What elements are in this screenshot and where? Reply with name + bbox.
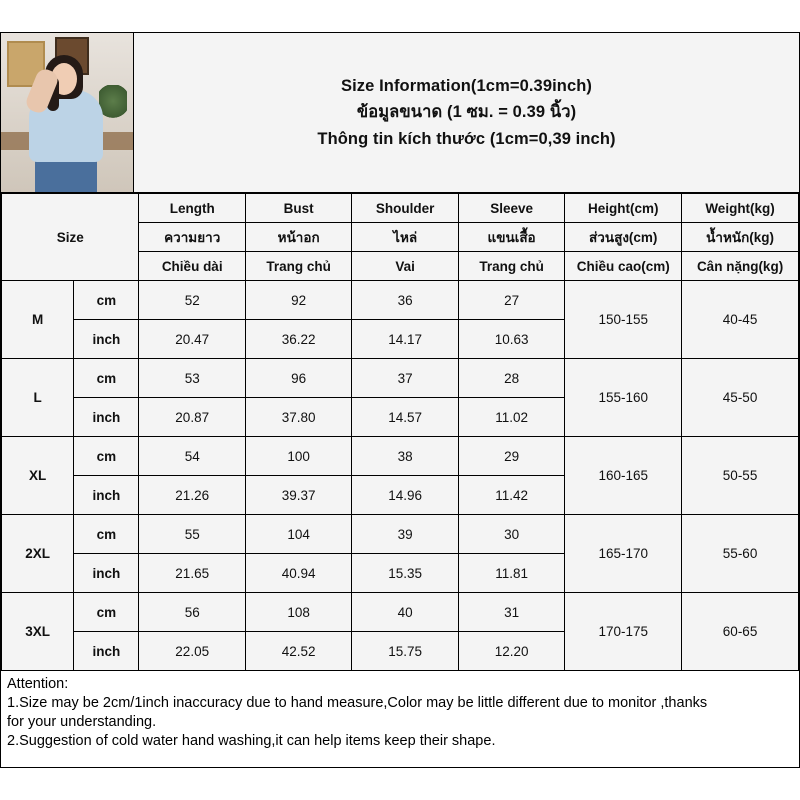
- xl-bust-cm: 100: [245, 437, 351, 476]
- 3xl-weight: 60-65: [682, 593, 799, 671]
- 3xl-shoulder-inch: 15.75: [352, 632, 458, 671]
- header-bust-vi: Trang chủ: [245, 252, 351, 281]
- row-unit-inch: inch: [74, 554, 139, 593]
- 2xl-bust-inch: 40.94: [245, 554, 351, 593]
- table-row: [2, 437, 799, 476]
- m-height: 150-155: [565, 281, 682, 359]
- xl-sleeve-inch: 11.42: [458, 476, 564, 515]
- 2xl-height: 165-170: [565, 515, 682, 593]
- m-sleeve-inch: 10.63: [458, 320, 564, 359]
- m-shoulder-inch: 14.17: [352, 320, 458, 359]
- xl-height: 160-165: [565, 437, 682, 515]
- table-header-row-en: [2, 194, 799, 223]
- 3xl-shoulder-cm: 40: [352, 593, 458, 632]
- row-size-3xl: 3XL: [2, 593, 74, 671]
- 2xl-shoulder-cm: 39: [352, 515, 458, 554]
- title-en: Size Information(1cm=0.39inch): [340, 77, 593, 96]
- table-row: [2, 593, 799, 632]
- xl-length-cm: 54: [139, 437, 245, 476]
- xl-weight: 50-55: [682, 437, 799, 515]
- l-shoulder-cm: 37: [352, 359, 458, 398]
- 3xl-length-inch: 22.05: [139, 632, 245, 671]
- 2xl-sleeve-inch: 11.81: [458, 554, 564, 593]
- row-size-2xl: 2XL: [2, 515, 74, 593]
- plant-decor: [99, 85, 127, 125]
- size-chart-sheet: [0, 32, 800, 768]
- header-height-vi: Chiều cao(cm): [565, 252, 682, 281]
- header-weight-en: Weight(kg): [682, 194, 799, 223]
- l-bust-inch: 37.80: [245, 398, 351, 437]
- attention-line-3: 2.Suggestion of cold water hand washing,it can help items keep their shape.: [7, 733, 496, 750]
- header-bust-th: หน้าอก: [245, 223, 351, 252]
- row-unit-inch: inch: [74, 632, 139, 671]
- header-shoulder-vi: Vai: [352, 252, 458, 281]
- 3xl-bust-inch: 42.52: [245, 632, 351, 671]
- header-sleeve-th: แขนเสื้อ: [458, 223, 564, 252]
- header-length-vi: Chiều dài: [139, 252, 245, 281]
- size-table: [1, 193, 799, 671]
- l-bust-cm: 96: [245, 359, 351, 398]
- header-bust-en: Bust: [245, 194, 351, 223]
- header-height-th: ส่วนสูง(cm): [565, 223, 682, 252]
- 3xl-sleeve-inch: 12.20: [458, 632, 564, 671]
- header-sleeve-vi: Trang chủ: [458, 252, 564, 281]
- l-weight: 45-50: [682, 359, 799, 437]
- m-length-inch: 20.47: [139, 320, 245, 359]
- title-block: [134, 33, 799, 192]
- header-shoulder-en: Shoulder: [352, 194, 458, 223]
- row-unit-cm: cm: [74, 281, 139, 320]
- row-unit-inch: inch: [74, 398, 139, 437]
- m-bust-cm: 92: [245, 281, 351, 320]
- row-unit-cm: cm: [74, 593, 139, 632]
- row-unit-inch: inch: [74, 476, 139, 515]
- 3xl-sleeve-cm: 31: [458, 593, 564, 632]
- header-length-en: Length: [139, 194, 245, 223]
- row-size-l: L: [2, 359, 74, 437]
- m-sleeve-cm: 27: [458, 281, 564, 320]
- header-zone: [1, 33, 799, 193]
- attention-line-2: for your understanding.: [7, 714, 157, 731]
- attention-note: [1, 671, 799, 767]
- l-sleeve-cm: 28: [458, 359, 564, 398]
- table-row: [2, 515, 799, 554]
- row-unit-cm: cm: [74, 437, 139, 476]
- 2xl-length-cm: 55: [139, 515, 245, 554]
- title-vi: Thông tin kích thước (1cm=0,39 inch): [317, 129, 616, 148]
- xl-shoulder-inch: 14.96: [352, 476, 458, 515]
- xl-bust-inch: 39.37: [245, 476, 351, 515]
- 2xl-shoulder-inch: 15.35: [352, 554, 458, 593]
- 2xl-length-inch: 21.65: [139, 554, 245, 593]
- l-height: 155-160: [565, 359, 682, 437]
- xl-shoulder-cm: 38: [352, 437, 458, 476]
- xl-length-inch: 21.26: [139, 476, 245, 515]
- attention-heading: Attention:: [7, 676, 69, 692]
- 2xl-sleeve-cm: 30: [458, 515, 564, 554]
- 3xl-length-cm: 56: [139, 593, 245, 632]
- 2xl-bust-cm: 104: [245, 515, 351, 554]
- header-height-en: Height(cm): [565, 194, 682, 223]
- l-sleeve-inch: 11.02: [458, 398, 564, 437]
- header-length-th: ความยาว: [139, 223, 245, 252]
- 2xl-weight: 55-60: [682, 515, 799, 593]
- table-row: [2, 281, 799, 320]
- m-weight: 40-45: [682, 281, 799, 359]
- 3xl-height: 170-175: [565, 593, 682, 671]
- m-bust-inch: 36.22: [245, 320, 351, 359]
- attention-line-1: 1.Size may be 2cm/1inch inaccuracy due to hand measure,Color may be little different due to monitor ,thanks: [7, 695, 708, 712]
- m-shoulder-cm: 36: [352, 281, 458, 320]
- 3xl-bust-cm: 108: [245, 593, 351, 632]
- header-weight-vi: Cân nặng(kg): [682, 252, 799, 281]
- header-sleeve-en: Sleeve: [458, 194, 564, 223]
- title-th: ข้อมูลขนาด (1 ซม. = 0.39 นิ้ว): [356, 103, 577, 122]
- xl-sleeve-cm: 29: [458, 437, 564, 476]
- row-unit-cm: cm: [74, 515, 139, 554]
- m-length-cm: 52: [139, 281, 245, 320]
- l-shoulder-inch: 14.57: [352, 398, 458, 437]
- table-row: [2, 359, 799, 398]
- row-unit-cm: cm: [74, 359, 139, 398]
- row-size-m: M: [2, 281, 74, 359]
- row-unit-inch: inch: [74, 320, 139, 359]
- row-size-xl: XL: [2, 437, 74, 515]
- header-weight-th: น้ำหนัก(kg): [682, 223, 799, 252]
- l-length-cm: 53: [139, 359, 245, 398]
- product-photo: [1, 33, 134, 192]
- l-length-inch: 20.87: [139, 398, 245, 437]
- header-shoulder-th: ไหล่: [352, 223, 458, 252]
- size-corner-label: Size: [2, 194, 139, 281]
